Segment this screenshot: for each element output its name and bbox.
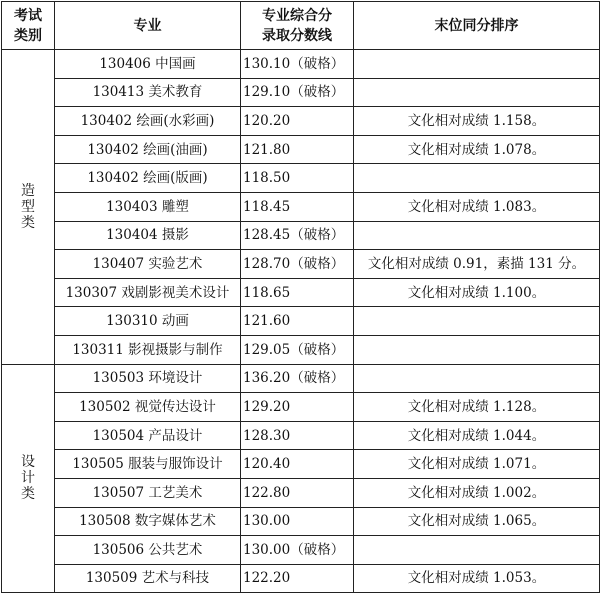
table-row <box>2 50 600 79</box>
table-row <box>2 250 600 279</box>
category-char: 类 <box>21 214 35 231</box>
table-row <box>2 364 600 393</box>
score-cell: 121.60 <box>241 307 354 336</box>
table-row <box>2 478 600 507</box>
major-cell: 130403 雕塑 <box>55 192 241 221</box>
category-char: 型 <box>21 198 35 215</box>
category-char: 类 <box>21 486 35 503</box>
major-cell: 130311 影视摄影与制作 <box>55 335 241 364</box>
major-cell: 130407 实验艺术 <box>55 250 241 279</box>
major-cell: 130503 环境设计 <box>55 364 241 393</box>
major-cell: 130506 公共艺术 <box>55 536 241 565</box>
tiebreak-cell: 文化相对成绩 1.078。 <box>354 135 600 164</box>
table-body <box>2 50 600 593</box>
category-char: 设 <box>21 454 35 471</box>
table-row <box>2 221 600 250</box>
tiebreak-cell <box>354 50 600 79</box>
category-char: 造 <box>21 182 35 199</box>
score-cell: 136.20（破格） <box>241 364 354 393</box>
major-cell: 130508 数字媒体艺术 <box>55 507 241 536</box>
table-row <box>2 536 600 565</box>
major-cell: 130402 绘画(油画) <box>55 135 241 164</box>
tiebreak-cell <box>354 221 600 250</box>
header-category-line2: 类别 <box>14 27 42 44</box>
score-cell: 118.65 <box>241 278 354 307</box>
major-cell: 130402 绘画(版画) <box>55 164 241 193</box>
table-row <box>2 78 600 107</box>
major-cell: 130404 摄影 <box>55 221 241 250</box>
major-cell: 130307 戏剧影视美术设计 <box>55 278 241 307</box>
major-cell: 130402 绘画(水彩画) <box>55 107 241 136</box>
table-row <box>2 335 600 364</box>
tiebreak-cell: 文化相对成绩 1.083。 <box>354 192 600 221</box>
table-row <box>2 135 600 164</box>
score-cell: 128.45（破格） <box>241 221 354 250</box>
tiebreak-cell: 文化相对成绩 0.91，素描 131 分。 <box>354 250 600 279</box>
score-cell: 122.20 <box>241 564 354 593</box>
header-score <box>241 2 354 50</box>
table-row <box>2 307 600 336</box>
tiebreak-cell <box>354 307 600 336</box>
tiebreak-cell: 文化相对成绩 1.002。 <box>354 478 600 507</box>
score-cell: 121.80 <box>241 135 354 164</box>
header-major: 专业 <box>55 2 241 50</box>
table-row <box>2 564 600 593</box>
tiebreak-cell <box>354 78 600 107</box>
major-cell: 130413 美术教育 <box>55 78 241 107</box>
header-tiebreak: 末位同分排序 <box>354 2 600 50</box>
score-cell: 118.50 <box>241 164 354 193</box>
score-cell: 130.00 <box>241 507 354 536</box>
tiebreak-cell <box>354 364 600 393</box>
table-row <box>2 164 600 193</box>
major-cell: 130310 动画 <box>55 307 241 336</box>
score-cell: 118.45 <box>241 192 354 221</box>
major-cell: 130509 艺术与科技 <box>55 564 241 593</box>
header-score-line1: 专业综合分 <box>262 7 332 24</box>
score-cell: 129.20 <box>241 393 354 422</box>
table-row <box>2 507 600 536</box>
tiebreak-cell: 文化相对成绩 1.065。 <box>354 507 600 536</box>
tiebreak-cell <box>354 335 600 364</box>
major-cell: 130507 工艺美术 <box>55 478 241 507</box>
table-row <box>2 450 600 479</box>
category-cell <box>2 364 55 593</box>
score-cell: 130.00（破格） <box>241 536 354 565</box>
tiebreak-cell <box>354 164 600 193</box>
table-row <box>2 421 600 450</box>
tiebreak-cell: 文化相对成绩 1.158。 <box>354 107 600 136</box>
category-char: 计 <box>21 470 35 487</box>
table-row <box>2 107 600 136</box>
score-cell: 128.30 <box>241 421 354 450</box>
score-cell: 120.20 <box>241 107 354 136</box>
table-row <box>2 278 600 307</box>
header-category <box>2 2 55 50</box>
major-cell: 130502 视觉传达设计 <box>55 393 241 422</box>
tiebreak-cell: 文化相对成绩 1.100。 <box>354 278 600 307</box>
table-row <box>2 192 600 221</box>
table-row <box>2 393 600 422</box>
score-cell: 129.10（破格） <box>241 78 354 107</box>
admission-score-table <box>1 1 600 593</box>
tiebreak-cell: 文化相对成绩 1.071。 <box>354 450 600 479</box>
major-cell: 130406 中国画 <box>55 50 241 79</box>
category-cell <box>2 50 55 365</box>
tiebreak-cell: 文化相对成绩 1.044。 <box>354 421 600 450</box>
major-cell: 130505 服装与服饰设计 <box>55 450 241 479</box>
tiebreak-cell: 文化相对成绩 1.128。 <box>354 393 600 422</box>
major-cell: 130504 产品设计 <box>55 421 241 450</box>
score-cell: 130.10（破格） <box>241 50 354 79</box>
score-cell: 120.40 <box>241 450 354 479</box>
tiebreak-cell <box>354 536 600 565</box>
table-header-row <box>2 2 600 50</box>
tiebreak-cell: 文化相对成绩 1.053。 <box>354 564 600 593</box>
header-category-line1: 考试 <box>14 7 42 24</box>
score-cell: 129.05（破格） <box>241 335 354 364</box>
header-score-line2: 录取分数线 <box>262 27 332 44</box>
score-cell: 128.70（破格） <box>241 250 354 279</box>
score-cell: 122.80 <box>241 478 354 507</box>
